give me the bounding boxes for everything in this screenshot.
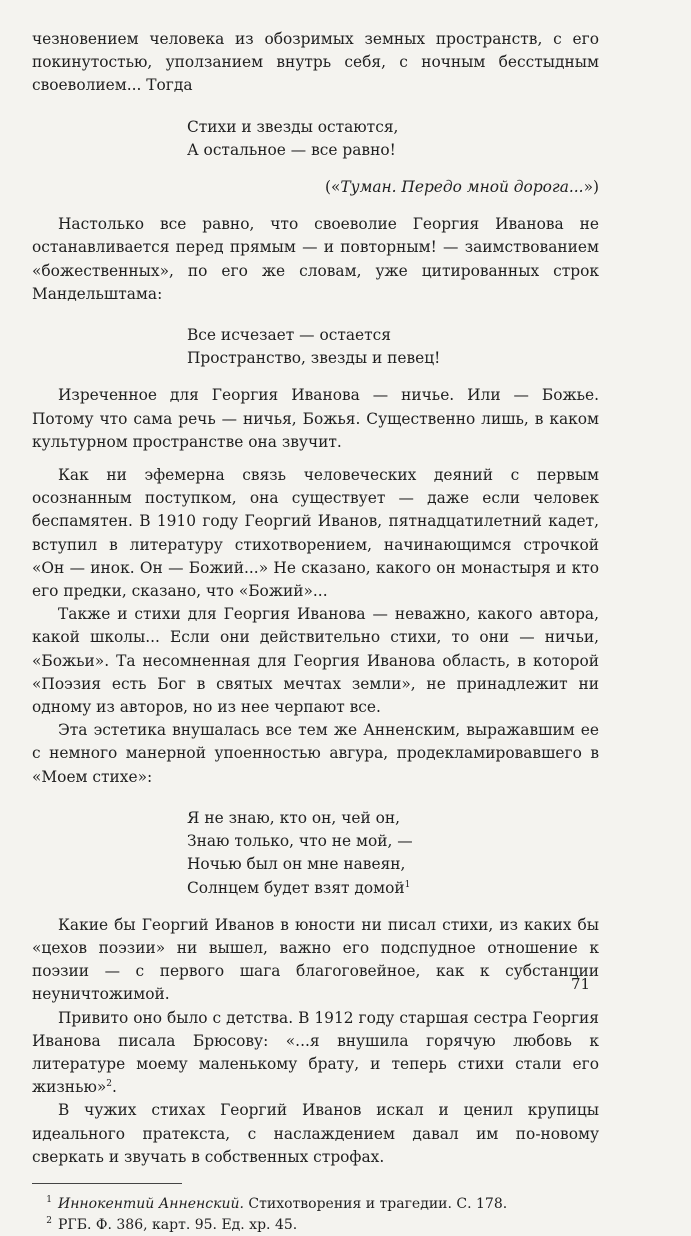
verse-line: Солнцем будет взят домой$^1$ [187, 878, 411, 897]
footnote: 2 РГБ. Ф. 386, карт. 95. Ед. хр. 45. [46, 1215, 298, 1233]
verse-line: Пространство, звезды и певец! [187, 349, 441, 368]
verse-3 [32, 807, 599, 900]
source-title: Туман. Передо мной дорога... [340, 178, 584, 197]
paragraph-7: Какие бы Георгий Иванов в юности ни писал стихи, из каких бы «цехов поэзии» ни вышел, важно его подспудное отношение к поэзии — с первого шага благоговейное, как к субстанции неуничтожимой. [32, 915, 599, 1004]
verse-line: Все исчезает — остается [187, 326, 391, 345]
paragraph-1: чезновением человека из обозримых земных пространств, с его покинутостью, уползанием внутрь себя, с ночным бесстыдным своеволием... Тогда [32, 30, 599, 95]
paragraph-2: Настолько все равно, что своеволие Георгия Иванова не останавливается перед прямым — и повторным! — заимствованием «божественных», по его же словам, уже цитированных строк Мандельштама: [32, 215, 599, 303]
footnote-marker: 2 [106, 1079, 112, 1089]
verse-line: Знаю только, что не мой, — [187, 832, 413, 851]
footnote-rule [32, 1183, 182, 1184]
paragraph-3: Изреченное для Георгия Иванова — ничье. Или — Божье. Потому что сама речь — ничья, Божья. Существенно лишь, в каком культурном пространстве она звучит. [32, 386, 599, 451]
paragraph-5: Также и стихи для Георгия Иванова — неважно, какого автора, какой школы... Если они действительно стихи, то они — ничьи, «Божьи». Та несомненная для Георгия Иванова область, в которой «Поэзия есть Бог в святых мечтах земли», не принадлежит ни одному из авторов, но из нее черпают все. [32, 605, 599, 717]
verse-line: Ночью был он мне навеян, [187, 855, 406, 874]
paragraph-4: Как ни эфемерна связь человеческих деяний с первым осознанным поступком, она существует — даже если человек беспамятен. В 1910 году Георгий Иванов, пятнадцатилетний кадет, вступил в литературу стихотворением, начинающимся строчкой «Он — инок. Он — Божий...» Не сказано, какого он монастыря и кто его предки, сказано, что «Божий»... [32, 466, 599, 601]
paragraph-8: Привито оно было с детства. В 1912 году старшая сестра Георгия Иванова писала Брюсову: «...я внушила горячую любовь к литературе моему маленькому брату, и теперь стихи стали его жизнью»$^2$. [32, 1008, 599, 1097]
verse-line: А остальное — все равно! [187, 140, 396, 159]
verse-line: Стихи и звезды остаются, [187, 117, 399, 136]
footnote-author: Иннокентий Анненский. [58, 1195, 244, 1212]
page-number: 71 [571, 975, 591, 993]
footnote: 1 Иннокентий Анненский. Стихотворения и трагедии. С. 178. [46, 1194, 508, 1212]
paragraph-6: Эта эстетика внушалась все тем же Анненским, выражавшим ее с немного манерной упоенностью авгура, продекламировавшего в «Моем стихе»: [32, 721, 599, 786]
verse-line: Я не знаю, кто он, чей он, [187, 808, 401, 827]
paragraph-9: В чужих стихах Георгий Иванов искал и ценил крупицы идеального пратекста, с наслаждением давал им по-новому сверкать и звучать в собственных строфах. [32, 1101, 599, 1166]
footnotes [32, 1194, 599, 1236]
verse-source: («Туман. Передо мной дорога...») [324, 178, 599, 197]
verse-2 [32, 324, 599, 370]
footnote-marker: 1 [404, 879, 411, 890]
verse-1 [32, 116, 599, 162]
